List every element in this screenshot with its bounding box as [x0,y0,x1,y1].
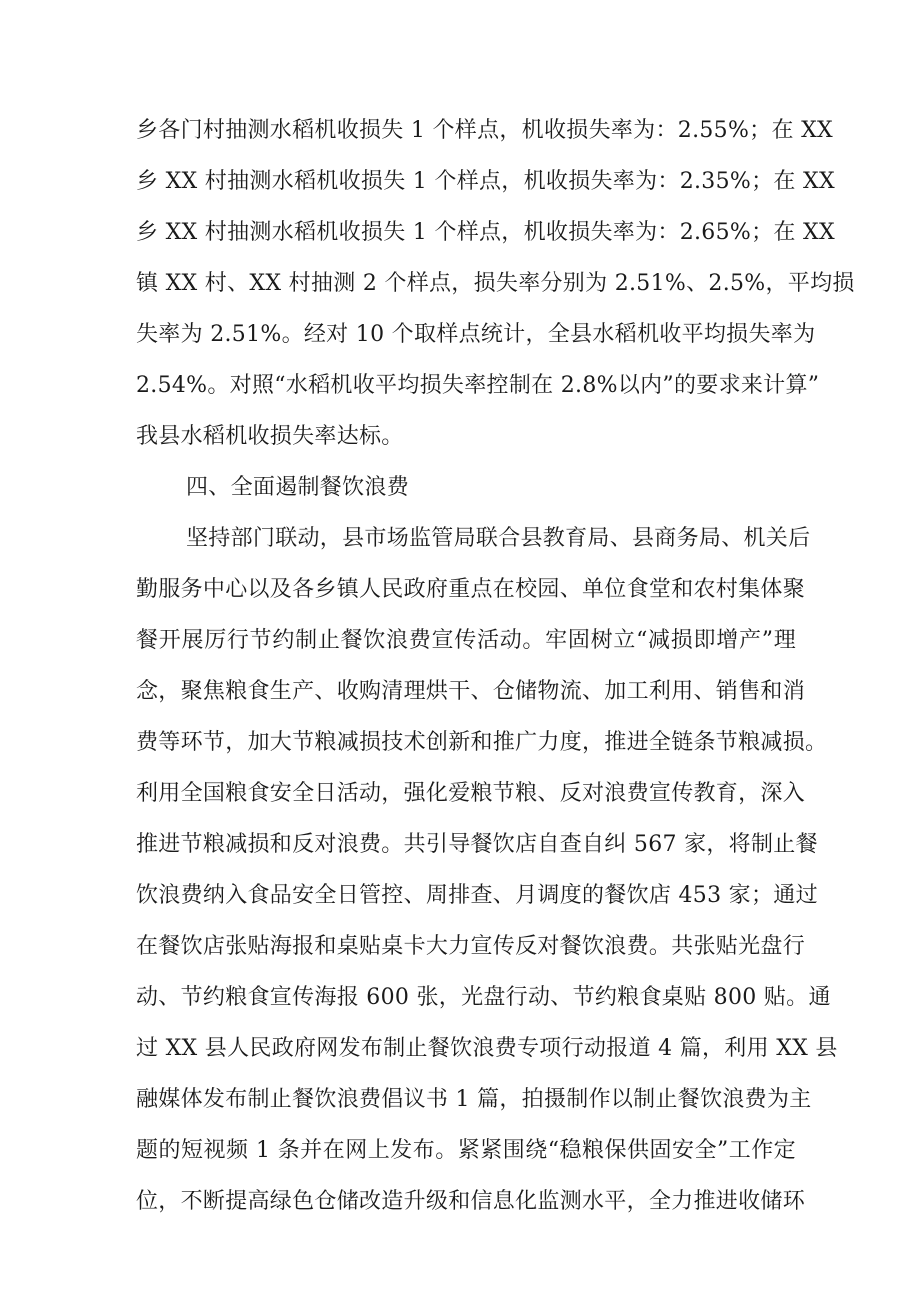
paragraph2-line-10: 动、节约粮食宣传海报 600 张，光盘行动、节约粮食桌贴 800 贴。通 [136,985,831,1010]
paragraph1-line-5: 失率为 2.51%。经对 10 个取样点统计，全县水稻机收平均损失率为 [136,322,816,347]
paragraph1-line-7: 我县水稻机收损失率达标。 [136,424,404,449]
paragraph1-line-4: 镇 XX 村、XX 村抽测 2 个样点，损失率分别为 2.51%、2.5%，平均损 [136,271,855,296]
paragraph2-line-2: 勤服务中心以及各乡镇人民政府重点在校园、单位食堂和农村集体聚 [136,577,806,602]
paragraph1-line-3: 乡 XX 村抽测水稻机收损失 1 个样点，机收损失率为：2.65%；在 XX [136,220,835,245]
paragraph2-line-4: 念，聚焦粮食生产、收购清理烘干、仓储物流、加工利用、销售和消 [136,679,806,704]
paragraph2-line-13: 题的短视频 1 条并在网上发布。紧紧围绕“稳粮保供固安全”工作定 [136,1138,796,1163]
paragraph2-line-11: 过 XX 县人民政府网发布制止餐饮浪费专项行动报道 4 篇，利用 XX 县 [136,1036,838,1061]
section-heading: 四、全面遏制餐饮浪费 [186,475,410,500]
paragraph1-line-2: 乡 XX 村抽测水稻机收损失 1 个样点，机收损失率为：2.35%；在 XX [136,169,835,194]
paragraph2-line-14: 位，不断提高绿色仓储改造升级和信息化监测水平，全力推进收储环 [136,1189,806,1214]
paragraph2-line-5: 费等环节，加大节粮减损技术创新和推广力度，推进全链条节粮减损。 [136,730,828,755]
paragraph2-line-8: 饮浪费纳入食品安全日管控、周排查、月调度的餐饮店 453 家；通过 [136,883,818,908]
paragraph2-line-6: 利用全国粮食安全日活动，强化爱粮节粮、反对浪费宣传教育，深入 [136,781,806,806]
paragraph1-line-6: 2.54%。对照“水稻机收平均损失率控制在 2.8%以内”的要求来计算” [136,373,820,398]
paragraph1-line-1: 乡各门村抽测水稻机收损失 1 个样点，机收损失率为：2.55%；在 XX [136,118,833,143]
paragraph2-line-1: 坚持部门联动，县市场监管局联合县教育局、县商务局、机关后 [186,526,811,551]
paragraph2-line-3: 餐开展厉行节约制止餐饮浪费宣传活动。牢固树立“减损即增产”理 [136,628,796,653]
paragraph2-line-7: 推进节粮减损和反对浪费。共引导餐饮店自查自纠 567 家，将制止餐 [136,832,818,857]
paragraph2-line-12: 融媒体发布制止餐饮浪费倡议书 1 篇，拍摄制作以制止餐饮浪费为主 [136,1087,812,1112]
paragraph2-line-9: 在餐饮店张贴海报和桌贴桌卡大力宣传反对餐饮浪费。共张贴光盘行 [136,934,806,959]
